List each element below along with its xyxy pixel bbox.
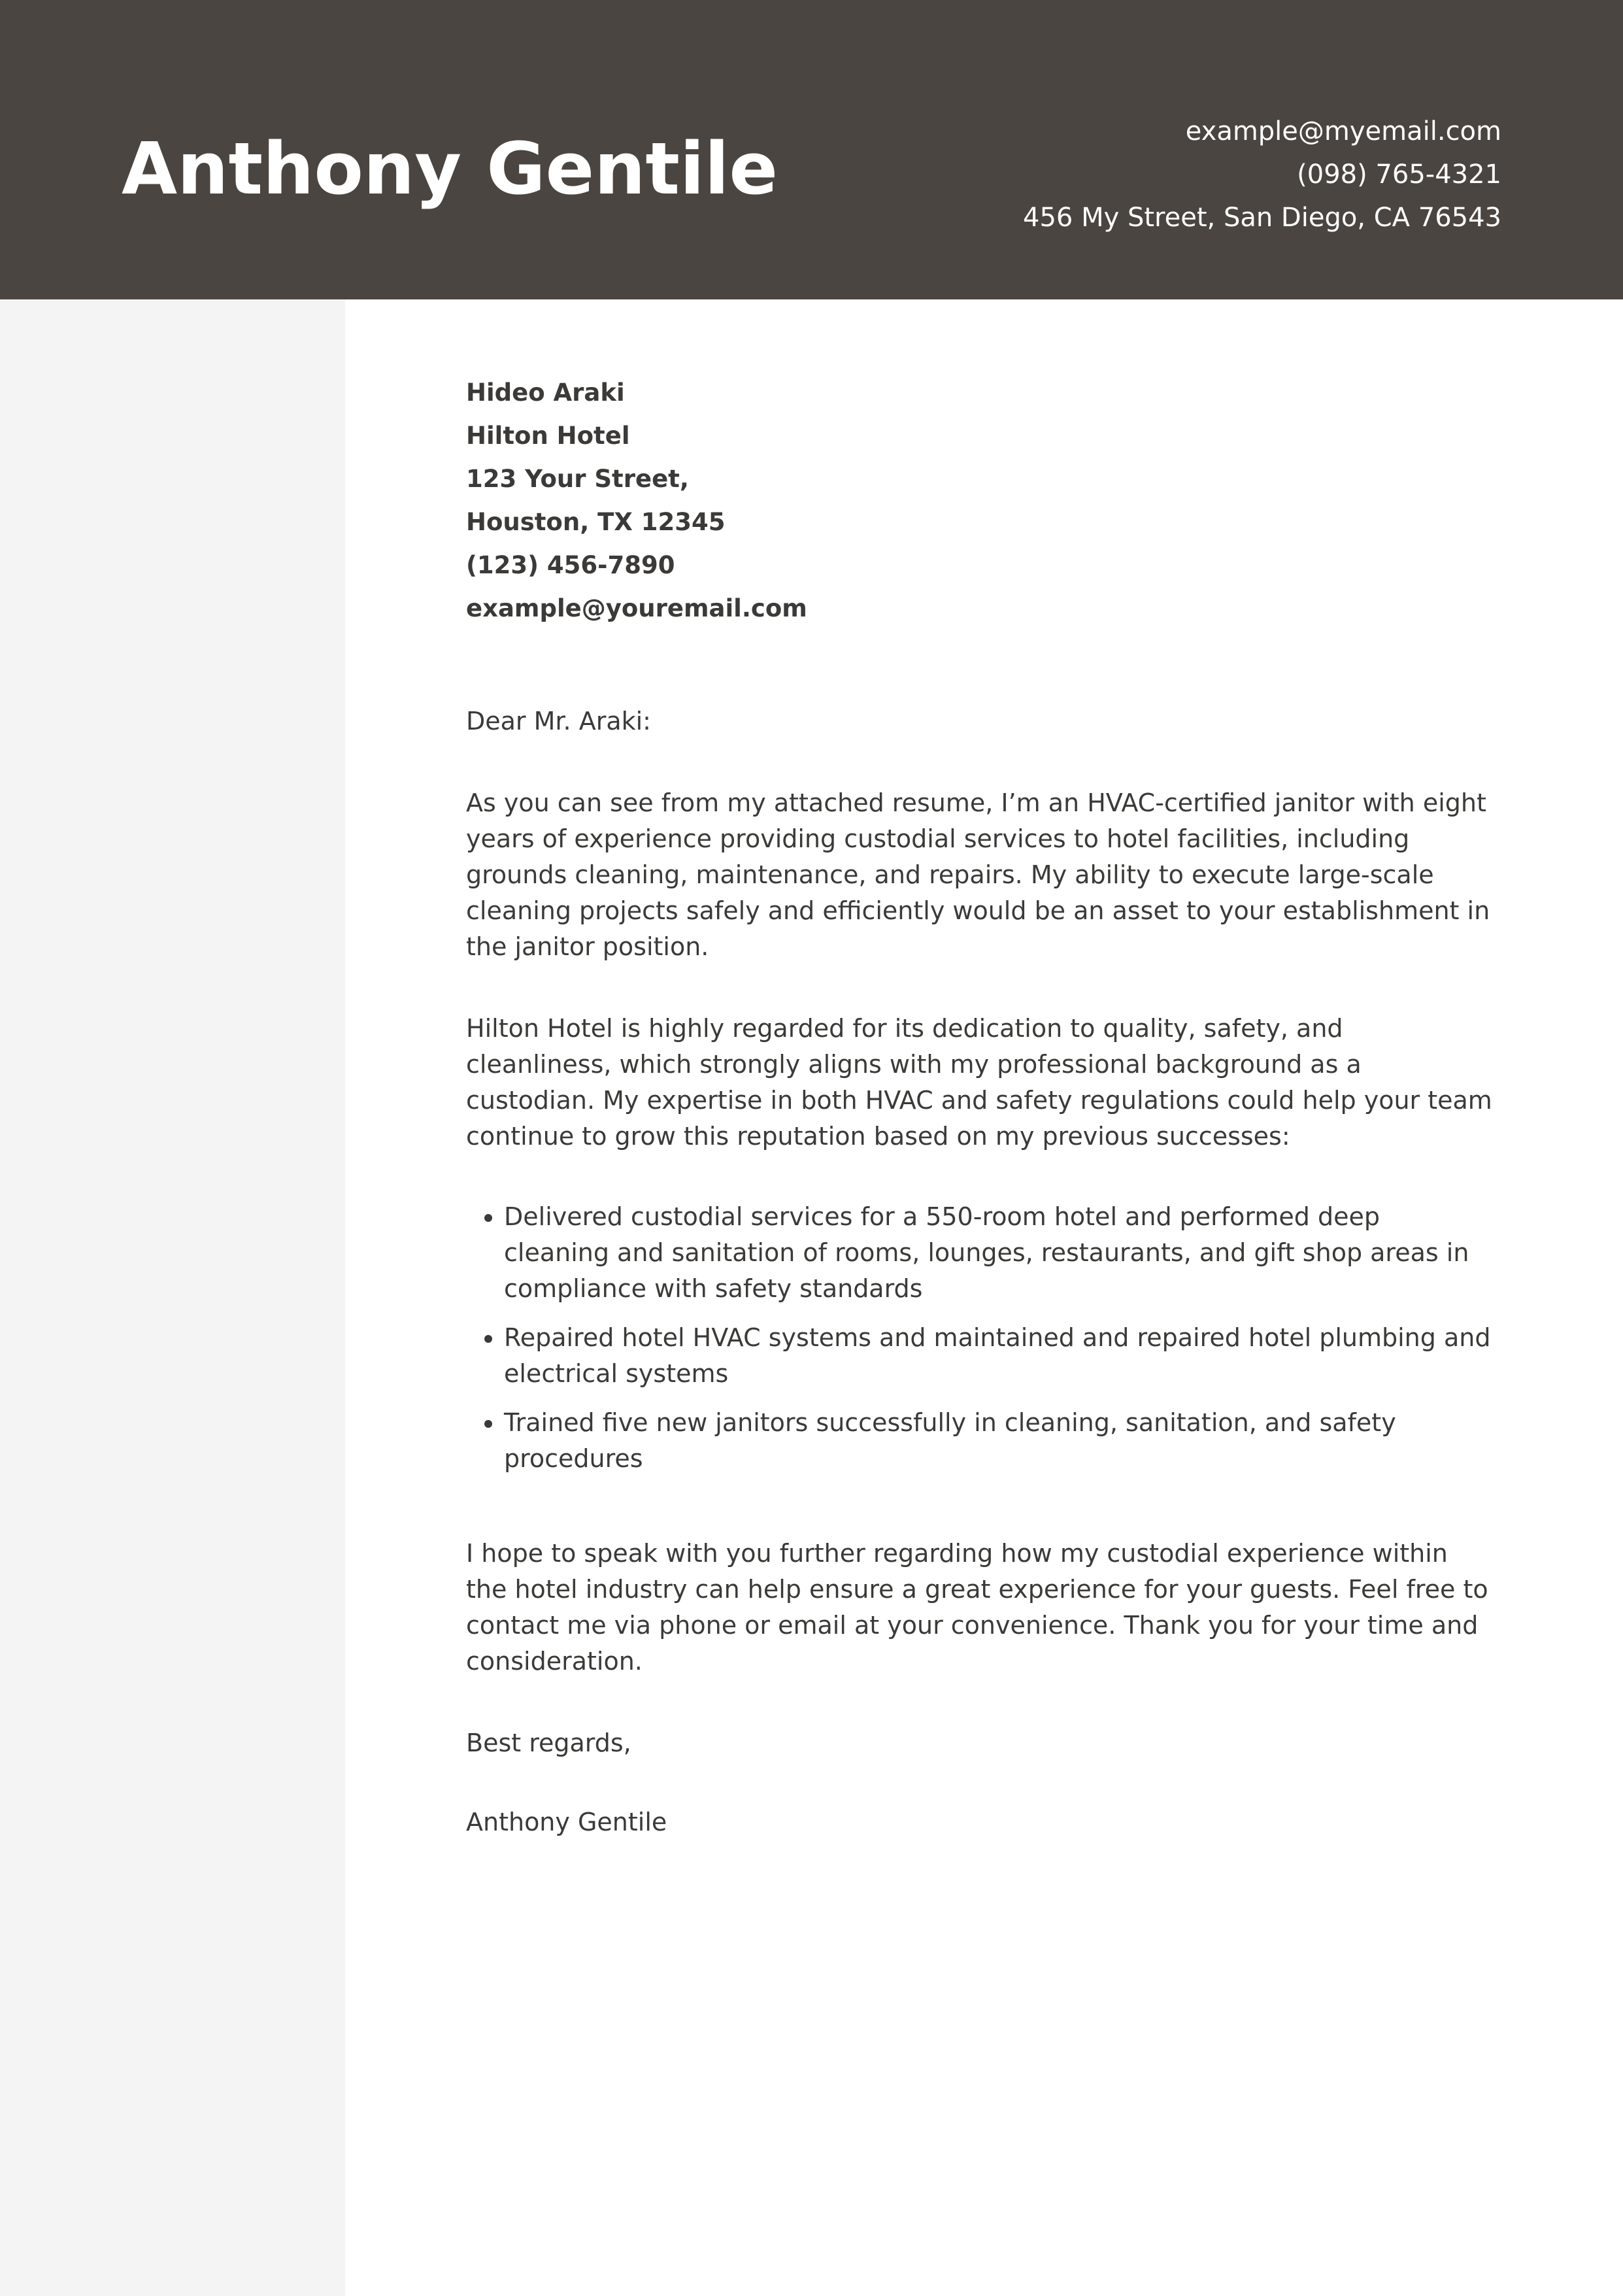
letter-signoff: Best regards, bbox=[466, 1729, 631, 1757]
sender-phone: (098) 765-4321 bbox=[1297, 160, 1501, 190]
letter-paragraph-3: I hope to speak with you further regarding how my custodial experience within the hotel industry can help ensure a great experience for your guests. Feel free to contact me via phone or email at your convenience. Thank you for your time and consideration. bbox=[466, 1539, 1488, 1676]
achievement-item: • Delivered custodial services for a 550-room hotel and performed deep cleaning and sanitation of rooms, lounges, restaurants, and gift shop areas in compliance with safety standards bbox=[504, 1199, 1492, 1307]
sender-contact-block bbox=[1023, 110, 1501, 239]
letter-signature: Anthony Gentile bbox=[466, 1808, 667, 1836]
achievement-item: • Repaired hotel HVAC systems and maintained and repaired hotel plumbing and electrical systems bbox=[504, 1320, 1492, 1392]
recipient-email: example@youremail.com bbox=[466, 594, 807, 622]
left-sidebar-panel bbox=[0, 299, 345, 2296]
sender-email: example@myemail.com bbox=[1185, 116, 1501, 146]
achievement-item: • Trained five new janitors successfully in cleaning, sanitation, and safety procedures bbox=[504, 1405, 1492, 1477]
letter-greeting: Dear Mr. Araki: bbox=[466, 707, 651, 735]
recipient-street: 123 Your Street, bbox=[466, 465, 689, 493]
recipient-block bbox=[466, 371, 1492, 630]
recipient-name: Hideo Araki bbox=[466, 379, 625, 407]
recipient-company: Hilton Hotel bbox=[466, 422, 630, 450]
letter-body bbox=[466, 371, 1492, 1840]
sender-name: Anthony Gentile bbox=[122, 127, 778, 211]
letter-paragraph-2: Hilton Hotel is highly regarded for its dedication to quality, safety, and cleanliness, which strongly aligns with my professional background as a custodian. My expertise in both HVAC and safety regulations could help your team continue to grow this reputation based on my previous successes: bbox=[466, 1014, 1492, 1151]
recipient-city: Houston, TX 12345 bbox=[466, 508, 726, 536]
letter-paragraph-1: As you can see from my attached resume, I’m an HVAC-certified janitor with eight years of experience providing custodial services to hotel facilities, including grounds cleaning, maintenance, and repairs. My ability to execute large-scale cleaning projects safely and efficiently would be an asset to your establishment in the janitor position. bbox=[466, 788, 1490, 961]
sender-address: 456 My Street, San Diego, CA 76543 bbox=[1023, 203, 1501, 233]
achievements-list bbox=[466, 1199, 1492, 1477]
recipient-phone: (123) 456-7890 bbox=[466, 551, 675, 579]
header-banner bbox=[0, 0, 1623, 299]
